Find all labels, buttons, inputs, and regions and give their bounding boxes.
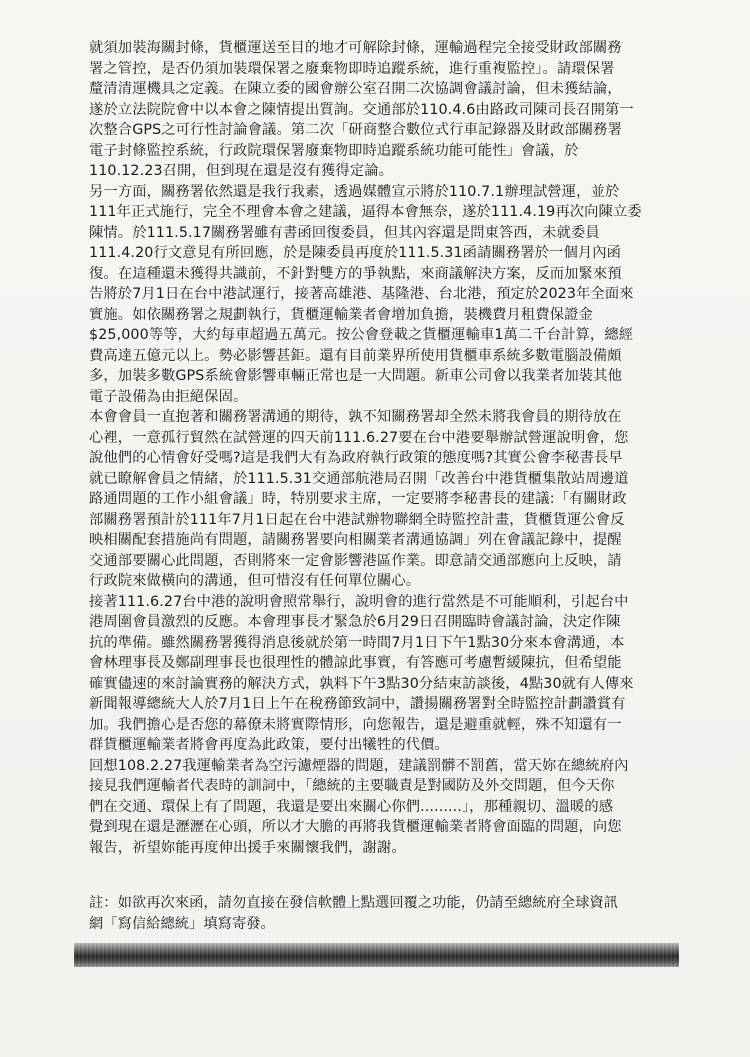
text-line: 告將於7月1日在台中港試運行，接著高雄港、基隆港、台北港，預定於2023年全面來 (89, 286, 634, 302)
text-line: 多，加裝多數GPS系統會影響車輛正常也是一大問題。新車公司會以我業者加裝其他 (89, 368, 622, 384)
text-line: 新聞報導總統大人於7月1日上午在稅務節致詞中，讚揚關務署對全時監控計劃讚賞有 (89, 696, 626, 712)
text-line: 實施。如依關務署之規劃執行，貨櫃運輸業者會增加負擔，裝機費月租費保證金 (89, 306, 593, 323)
text-line: 111年正式施行，完全不理會本會之建議，逼得本會無奈，遂於111.4.19再次向陳立委 (89, 204, 642, 220)
text-line: 遂於立法院院會中以本會之陳情提出質詢。交通部於110.4.6由路政司陳司長召開第一 (89, 101, 634, 118)
text-line: 心裡，一意孤行貿然在試營運的四天前111.6.27要在台中港要舉辦試營運說明會，您 (89, 429, 629, 446)
text-line: 確實儘速的來討論實務的解決方式，孰料下午3點30分結束訪談後，4點30就有人傳來 (89, 675, 634, 692)
text-line: 說他們的心情會好受嗎?這是我們大有為政府執行政策的態度嗎?其實公會李秘書長早 (89, 450, 623, 466)
text-line: 接著111.6.27台中港的說明會照常舉行，說明會的進行當然是不可能順利，引起台中 (89, 593, 629, 610)
text-line: 另一方面，關務署依然還是我行我素，透過媒體宣示將於110.7.1辦理試營運，並於 (89, 183, 620, 200)
text-line: 抗的準備。雖然關務署獲得消息後就於第一時間7月1日下午1點30分來本會溝通，本 (89, 634, 625, 651)
text-line: 會林理事長及鄭副理事長也很理性的體諒此事實，有答應可考慮暫緩陳抗，但希望能 (89, 655, 622, 671)
text-line: 電子設備為由拒絕保固。 (89, 388, 248, 405)
footnote-line: 網「寫信給總統」填寫寄發。 (89, 915, 275, 932)
text-line: 費高達五億元以上。勢必影響甚鉅。還有目前業界所使用貨櫃車系統多數電腦設備頗 (89, 347, 622, 364)
paragraph-5 (89, 756, 664, 859)
text-line: 群貨櫃運輸業者將會再度為此政策，要付出犧牲的代價。 (89, 737, 449, 753)
text-line: 次整合GPS之可行性討論會議。第二次「研商整合數位式行車記錄器及財政部關務署 (89, 122, 622, 138)
paragraph-4 (89, 592, 664, 756)
text-line: 陳情。於111.5.17關務署雖有書函回復委員，但其內容還是問東答西，未就委員 (89, 224, 600, 241)
paragraph-2 (89, 182, 664, 408)
text-line: 覺到現在還是瀝瀝在心頭，所以才大膽的再將我貨櫃運輸業者將會面臨的問題，向您 (89, 819, 622, 835)
text-line: 交通部要關心此問題，否則將來一定會影響港區作業。即意請交通部應向上反映，請 (89, 552, 622, 569)
text-line: 111.4.20行文意見有所回應，於是陳委員再度於111.5.31函請關務署於一個月內函 (89, 245, 622, 261)
text-line: 接見我們運輸者代表時的訓詞中，「總統的主要職責是對國防及外交問題，但今天你 (89, 778, 615, 794)
text-line: 本會會員一直抱著和關務署溝通的期待，孰不知關務署却全然未將我會員的期待放在 (89, 409, 622, 425)
text-line: 電子封條監控系統，行政院環保署廢棄物即時追蹤系統功能可能性」會議，於 (89, 142, 579, 159)
text-line: 報告，祈望妳能再度伸出援手來關懷我們，謝謝。 (89, 839, 406, 856)
text-line: 回想108.2.27我運輸業者為空污濾煙器的問題，建議罰髒不罰舊，當天妳在總統府內 (89, 757, 629, 774)
text-line: 路通問題的工作小組會議」時，特別要求主席，一定要將李秘書長的建議:「有關財政 (89, 491, 627, 507)
text-line: 就須加裝海關封條，貨櫃運送至目的地才可解除封條，運輸過程完全接受財政部關務 (89, 40, 622, 56)
letter-body (89, 38, 664, 858)
text-line: 們在交通、環保上有了問題，我還是要出來關心你們.........」，那種親切、溫暖的感 (89, 798, 614, 815)
text-line: 部關務署預計於111年7月1日起在台中港試辦物聯網全時監控計畫，貨櫃貨運公會反 (89, 511, 625, 528)
text-line: 就已瞭解會員之情緒，於111.5.31交通部航港局召開「改善台中港貨櫃集散站周邊道 (89, 470, 629, 487)
text-line: 110.12.23召開，但到現在還是沒有獲得定論。 (89, 163, 394, 179)
text-line: 加。我們擔心是否您的幕僚未將實際情形，向您報告，還是避重就輕，殊不知還有一 (89, 716, 622, 733)
text-line: 復。在這種還未獲得共識前，不針對雙方的爭執點，來商議解決方案，反而加緊來預 (89, 265, 622, 282)
text-line: $25,000等等，大約每車超過五萬元。按公會登載之貨櫃運輸車1萬二千台計算，總經 (89, 327, 634, 343)
text-line: 署之管控，是否仍須加裝環保署之廢棄物即時追蹤系統，進行重複監控」。請環保署 (89, 60, 615, 77)
paragraph-3 (89, 407, 664, 592)
text-line: 行政院來做橫向的溝通，但可惜沒有任何單位關心。 (89, 573, 421, 589)
text-line: 港周圍會員激烈的反應。本會理事長才緊急於6月29日召開臨時會議討論，決定作陳 (89, 614, 621, 630)
footnote-line: 註：如欲再次來函，請勿直接在發信軟體上點選回覆之功能，仍請至總統府全球資訊 (89, 895, 618, 911)
footer-bar (74, 943, 679, 967)
paragraph-1 (89, 38, 664, 182)
footnote (89, 893, 679, 934)
text-line: 映相關配套措施尚有問題，請關務署要向相關業者溝通協調」列在會議記錄中，提醒 (89, 532, 622, 548)
text-line: 釐清清運機具之定義。在陳立委的國會辦公室召開二次協調會議討論，但未獲結論， (89, 81, 622, 97)
